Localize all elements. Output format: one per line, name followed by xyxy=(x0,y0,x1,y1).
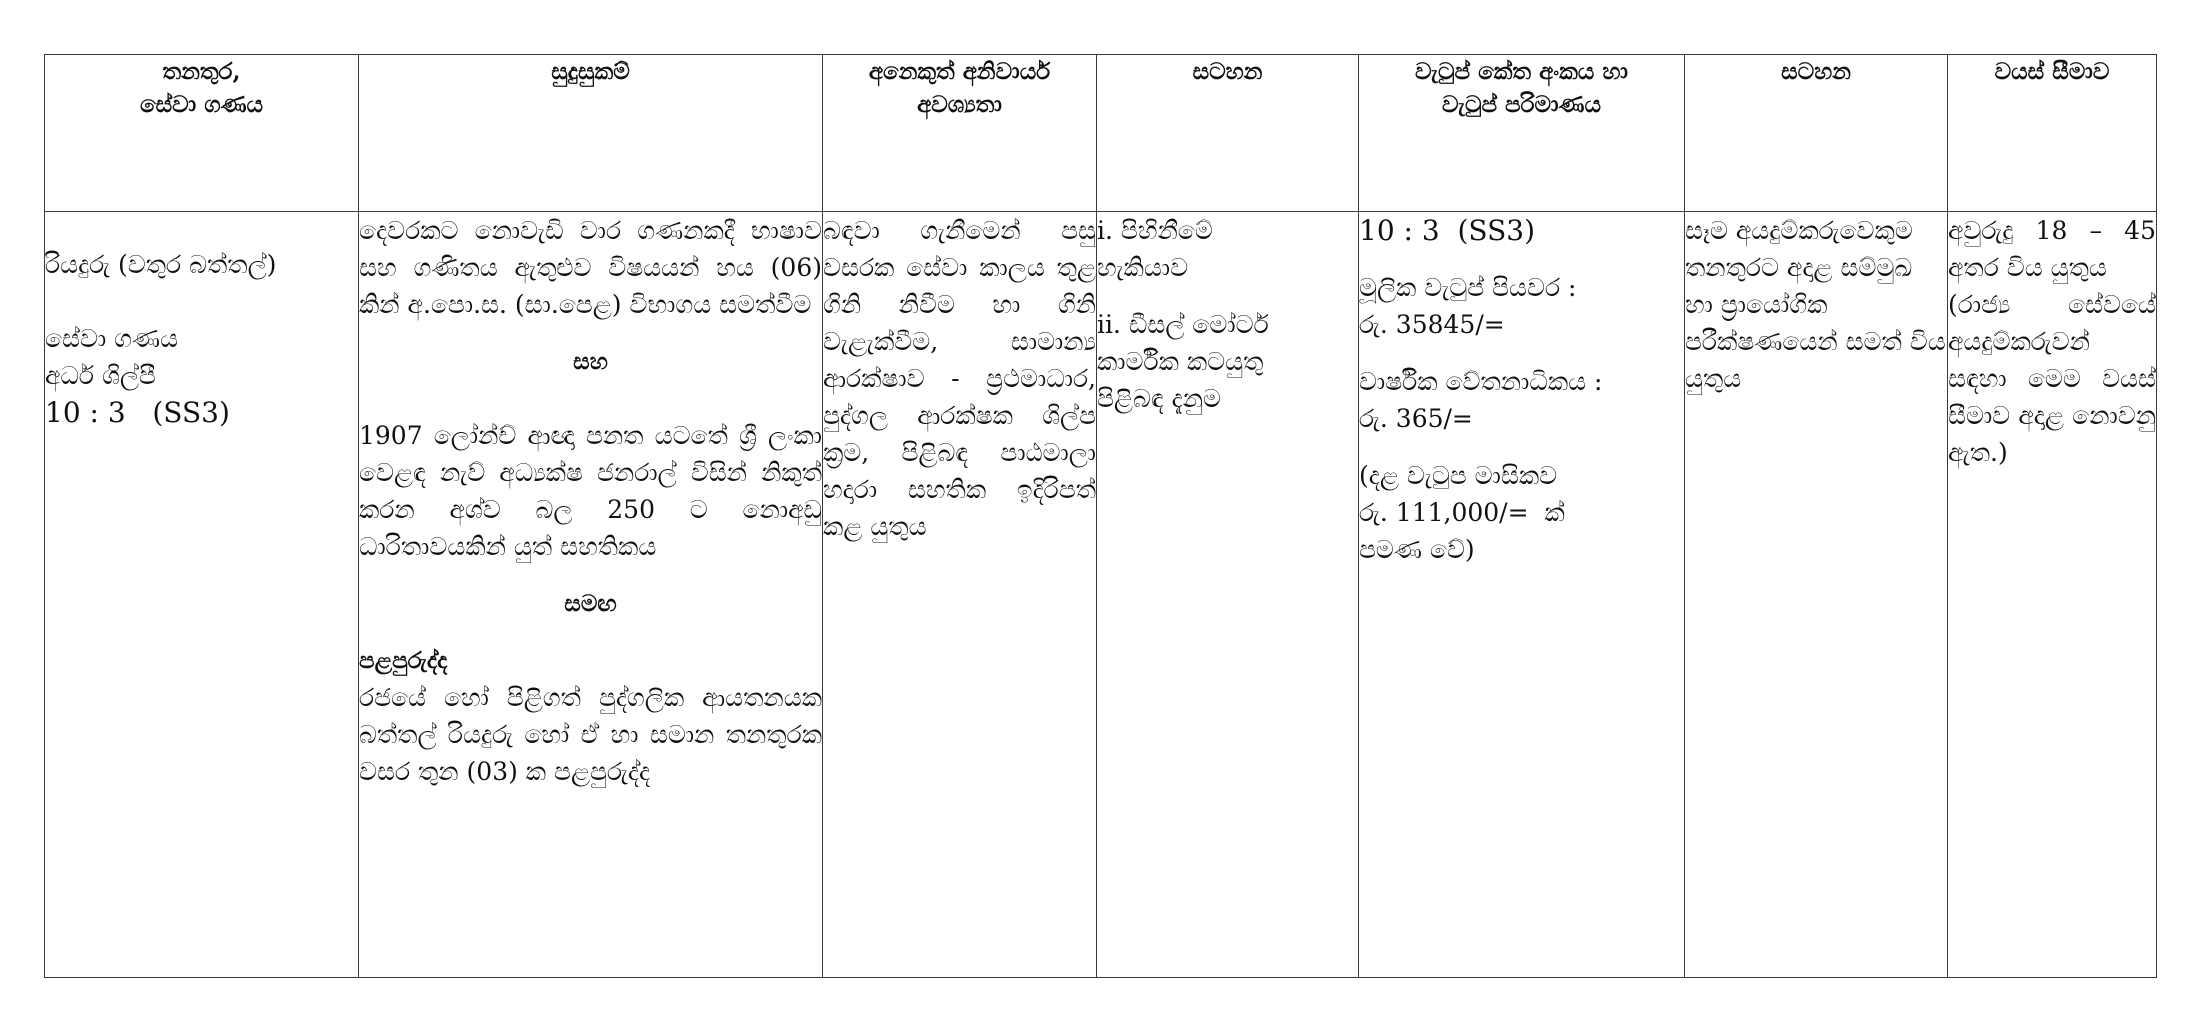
header-salary: වැටුප් කේත අංකය හා වැටුප් පරිමාණය xyxy=(1359,55,1685,212)
post-title: රියදුරු (වතුර බත්තල්) xyxy=(45,250,277,279)
header-note-1: සටහන xyxy=(1097,55,1359,212)
annual-increment-label: වාර්ෂික වේතනාධිකය : xyxy=(1359,367,1603,396)
annual-increment-value: රු. 365/= xyxy=(1359,404,1473,433)
note-item-2b: කාර්මික කටයුතු xyxy=(1097,347,1264,376)
service-value: අර්ධ ශිල්පී xyxy=(45,361,156,390)
header-qualifications: සුදුසුකම් xyxy=(359,55,823,212)
cell-note-1 xyxy=(1097,212,1359,978)
note-item-1b: හැකියාව xyxy=(1097,253,1189,282)
qualification-2: 1907 ලෝන්ච් ආඥා පනත යටතේ ශ්‍රී ලංකා වෙළඳ නැව් අධ්‍යක්ෂ ජනරාල් විසින් නිකුත් කරන අශ්ව බල 250 ට නොඅඩු ධාරිතාවයකින් යුත් සහතිකය xyxy=(359,421,822,561)
and-label: සහ xyxy=(573,348,608,375)
header-note-2: සටහන xyxy=(1685,55,1948,212)
salary-code: 10 : 3 (SS3) xyxy=(1359,214,1536,247)
cell-qualifications xyxy=(359,212,823,978)
experience-title: පළපුරුද්ද xyxy=(359,647,448,674)
initial-salary-label: මූලික වැටුප් පියවර : xyxy=(1359,273,1577,302)
cell-salary xyxy=(1359,212,1685,978)
cell-age-limit xyxy=(1948,212,2157,978)
with-label: සමඟ xyxy=(564,590,617,617)
experience-text: රජයේ හෝ පිළිගත් පුද්ගලික ආයතනයක බත්තල් රියදුරු හෝ ඒ හා සමාන තනතුරක වසර තුන (03) ක පළපුරුද්ද xyxy=(359,683,822,786)
gross-salary-line-1: (දළ වැටුප මාසිකව xyxy=(1359,461,1558,490)
cell-post xyxy=(45,212,359,978)
header-row xyxy=(45,55,2157,212)
header-other-requirements: අනෙකුත් අනිවාර්ය අවශ්‍යතා xyxy=(823,55,1097,212)
note-2-text: සෑම අයදුම්කරුවෙකුම තනතුරට අදාළ සම්මුඛ හා ප්‍රායෝගික පරීක්ෂණයෙන් සමත් විය යුතුය xyxy=(1685,216,1946,393)
qualification-1: දෙවරකට නොවැඩි වාර ගණනකදී භාෂාව සහ ගණිතය ඇතුළුව විෂයයන් හය (06) කින් අ.පො.ස. (සා.පෙළ) විභාගය සමත්වීම xyxy=(359,216,822,319)
note-item-2a: ii. ඩීසල් මෝටර් xyxy=(1097,310,1269,339)
service-label: සේවා ගණය xyxy=(45,324,179,353)
other-requirements-text: බඳවා ගැනීමෙන් පසු වසරක සේවා කාලය තුළ ගිනි නිවීම හා ගිනි වැළැක්වීම, සාමාන්‍ය ආරක්ෂාව - ප්‍රථමාධාර, පුද්ගල ආරක්ෂක ශිල්ප ක්‍රම, පිළිබඳ පාඨමාලා හදාරා සහතික ඉදිරිපත් කළ යුතුය xyxy=(823,216,1096,541)
cell-other-requirements xyxy=(823,212,1097,978)
cell-note-2 xyxy=(1685,212,1948,978)
gross-salary-line-2: රු. 111,000/= ක් xyxy=(1359,498,1565,527)
header-age-limit: වයස් සීමාව xyxy=(1948,55,2157,212)
note-item-2c: පිළිබඳ දැනුම xyxy=(1097,384,1221,413)
initial-salary-value: රු. 35845/= xyxy=(1359,310,1505,339)
note-item-1a: i. පිහිනීමේ xyxy=(1097,216,1213,245)
age-limit-note: (රාජ්‍ය සේවයේ අයදුම්කරුවන් සඳහා මෙම වයස් සීමාව අදාළ නොවනු ඇත.) xyxy=(1948,290,2156,467)
table-row xyxy=(45,212,2157,978)
gross-salary-line-3: පමණ වේ) xyxy=(1359,535,1475,564)
age-limit-text: අවුරුදු 18 – 45 අතර විය යුතුය xyxy=(1948,216,2156,282)
post-code: 10 : 3 (SS3) xyxy=(45,396,230,429)
recruitment-table xyxy=(44,54,2157,978)
header-post: තනතුර, සේවා ගණය xyxy=(45,55,359,212)
